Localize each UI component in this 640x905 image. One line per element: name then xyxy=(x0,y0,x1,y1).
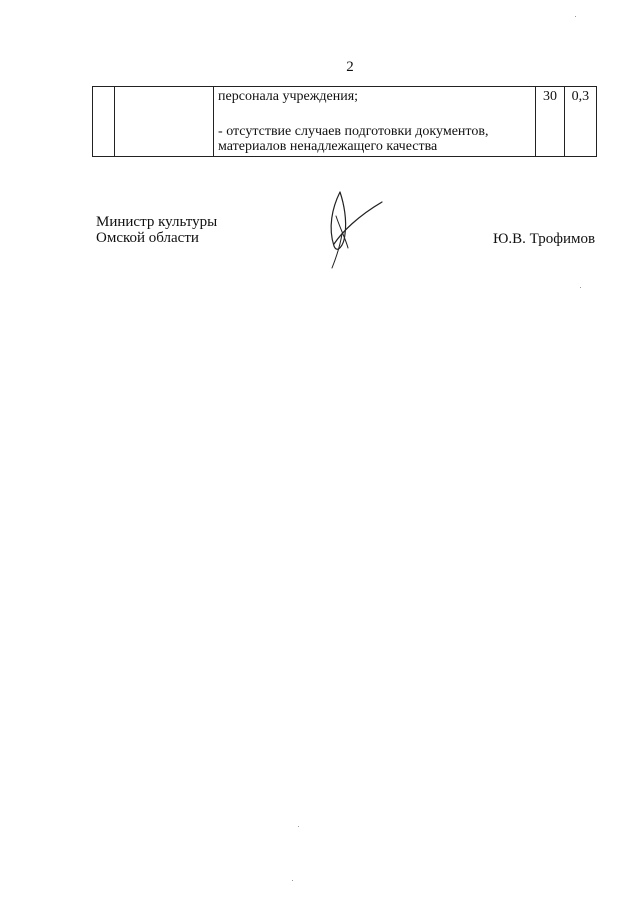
table-row xyxy=(93,87,597,157)
criterion-text: - отсутствие случаев подготовки документов, xyxy=(218,124,489,139)
criteria-cell xyxy=(214,87,536,157)
criterion-text: материалов ненадлежащего качества xyxy=(218,139,438,154)
row-number-cell xyxy=(93,87,115,157)
signatory-position-line: Министр культуры xyxy=(96,214,218,230)
criterion-text: персонала учреждения; xyxy=(218,89,359,104)
signatory-name: Ю.В. Трофимов xyxy=(493,231,596,247)
points-cell: 30 xyxy=(536,87,564,157)
signatory-position-line: Омской области xyxy=(96,230,199,246)
signatory-position xyxy=(96,214,217,246)
scan-speck xyxy=(580,287,581,288)
indicator-name-cell xyxy=(114,87,213,157)
coefficient-cell: 0,3 xyxy=(564,87,596,157)
scan-speck xyxy=(292,880,293,881)
criteria-table xyxy=(92,86,597,157)
scan-speck xyxy=(575,16,576,17)
scan-speck xyxy=(298,826,299,827)
page-number: 2 xyxy=(346,59,354,75)
handwritten-signature-icon xyxy=(318,188,388,272)
criterion-spacer xyxy=(218,104,531,124)
